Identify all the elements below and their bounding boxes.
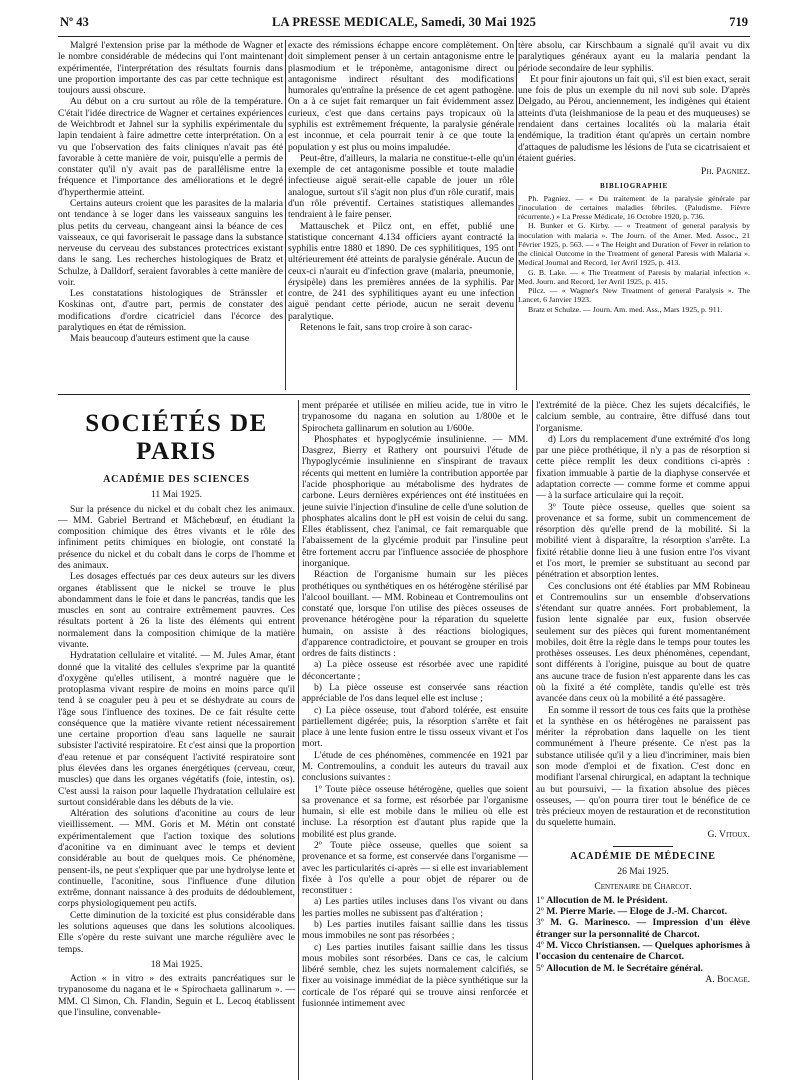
- session-subheading: Centenaire de Charcot.: [594, 880, 692, 892]
- article-signature: Ph. Pagniez.: [701, 166, 750, 178]
- paragraph: Sur la présence du nickel et du cobalt chez les animaux. — MM. Gabriel Bertrand et Mâchebœuf, en étudiant la composition chimique des êtres vivants et le rôle des infiniment petits chimiques en biologie, ont constaté la présence du nickel et du cobalt dans le corps de l'homme et des animaux.: [58, 503, 295, 571]
- bibliography-title: BIBLIOGRAPHIE: [600, 182, 668, 191]
- agenda-number: 3º: [536, 917, 544, 929]
- paragraph: d) Lors du remplacement d'une extrémité d'os long par une pièce prothétique, il n'y a pas de résorption si cette pièce remplit les deux conditions ci-après : fixation immuable à partie de la diaphyse conservée et adaptation correcte — comme forme et comme appui — à la surface articulaire qui la reçoit.: [536, 433, 750, 502]
- academy-heading: ACADÉMIE DES SCIENCES: [103, 474, 250, 485]
- agenda-item: [536, 940, 750, 963]
- paragraph: l'extrémité de la pièce. Chez les sujets décalcifiés, le calcium semble, au contraire, être diffusé dans tout l'organisme.: [536, 400, 750, 434]
- paragraph: a) Les parties utiles incluses dans l'os vivant ou dans les parties molles ne subissent pas d'altération ;: [302, 896, 528, 919]
- paragraph: Altération des solutions d'aconitine au cours de leur vieillissement. — MM. Goris et M. Métin ont constaté expérimentalement que l'action toxique des solutions d'aconitine va en diminuant avec le temps et devient considérable au bout de quelques mois. Ce phénomène, pensent-ils, ne peut s'expliquer que par une hydrolyse lente et continuelle, l'aconitine, sous l'influence d'une dilution extrême, donnant naissance à des produits de dédoublement, corps physiologiquement peu actifs.: [58, 808, 295, 910]
- agenda-item: [536, 895, 750, 906]
- paragraph: 2º Toute pièce osseuse, quelles que soient sa provenance et sa forme, est conservée dans l'organisme — avec les particularités ci-après — si elle est invariablement fixée à l'os qu'elle a pour objet de réparer ou de reconstituer :: [302, 839, 528, 897]
- academy-heading: ACADÉMIE DE MÉDECINE: [570, 850, 716, 862]
- paragraph: Malgré l'extension prise par la méthode de Wagner et le nombre considérable de médecins qui l'ont maintenant expérimentée, l'interprétation des résultats fournis dans une proportion importante des cas par cette technique est toujours aussi obscure.: [58, 40, 283, 97]
- paragraph: Et pour finir ajoutons un fait qui, s'il est bien exact, serait une fois de plus un exemple du nil novi sub sole. D'après Delgado, au Pérou, anciennement, les indigènes qui étaient atteints d'uta (leishmaniose de la peau et des muqueuses) se rendaient dans certaines localités où la malaria était endémique, la tradition étant qu'après un certain nombre d'attaques de paludisme les lésions de l'uta se cicatrisaient et étaient guéries.: [518, 73, 750, 164]
- agenda-text: Allocution de M. le Président.: [546, 894, 668, 906]
- bibliography-entry: G. B. Lake. — « The Treatment of Paresis by malarial infection ». Med. Journ. and Record, 1er Avril 1925, p. 415.: [518, 267, 750, 286]
- agenda-text: M. Vicco Christiansen. — Quelques aphorismes à l'occasion du centenaire de Charcot.: [536, 939, 750, 963]
- article-column-1: [58, 40, 283, 390]
- bibliography-entry: H. Bunker et G. Kirby. — « Treatment of general paralysis by inoculation with malaria ». The Journ. of the Amer. Med. Assoc., 21 Février 1925, p. 563. — « The Height and Duration of Fever in relation to the clinical Outcome in the Treatment of general Paresis with Malaria ». Medical Journal and Record, 1er Avril 1925, p. 413.: [518, 221, 750, 268]
- paragraph: exacte des rémissions échappe encore complètement. On doit simplement penser à un certain antagonisme entre le plasmodium et le tréponème, antagonisme direct ou antagonisme indirect résultant des modifications humorales qu'entraîne la présence de cet agent pathogène. On a à ce sujet fait remarquer un fait évidemment assez curieux, c'est que dans certains pays tropicaux où la syphilis est extrêmement fréquente, la paralysie générale est inconnue, et cela pourrait tenir à ce que toute la population y est plus ou moins impaludée.: [288, 40, 514, 153]
- session-date: 18 Mai 1925.: [150, 958, 203, 970]
- paragraph: tère absolu, car Kirschbaum a signalé qu'il avait vu dix paralytiques généraux ayant eu la malaria pendant la période secondaire de leur syphilis.: [518, 40, 750, 74]
- issue-number: Nº 43: [60, 15, 89, 29]
- agenda-number: 4º: [536, 939, 544, 951]
- agenda-item: [536, 917, 750, 940]
- paragraph: b) La pièce osseuse est conservée sans réaction appréciable de l'os dans lequel elle est incluse ;: [302, 682, 528, 705]
- report-signature: G. Vitoux.: [707, 828, 750, 840]
- agenda-text: M. G. Marinesco. — Impression d'un élève étranger sur la personnalité de Charcot.: [536, 917, 750, 940]
- paragraph: c) Les parties inutiles faisant saillie dans les tissus mous mobiles sont résorbées. Dans ce cas, le calcium libéré semble, chez les sujets normalement calcifiés, se fixer au voisinage immédiat de la pièce synthétique sur la corticale de l'os réparé qui se trouve ainsi renforcée et fusionnée intimement avec: [302, 941, 528, 1009]
- paragraph: c) La pièce osseuse, tout d'abord tolérée, est ensuite partiellement digérée; puis, la résorption s'arrête et fait place à une lente fusion entre le tissu osseux vivant et l'os mort.: [302, 704, 528, 750]
- paragraph: b) Les parties inutiles faisant saillie dans les tissus mous immobiles ne sont pas résorbées ;: [302, 918, 528, 942]
- paragraph: ment préparée et utilisée en milieu acide, tue in vitro le trypanosome du nagana en solution au 1/800e et le Spirocheta gallinarum en solution au 1/600e.: [302, 400, 528, 434]
- paragraph: Hydratation cellulaire et vitalité. — M. Jules Amar, étant donné que la vitalité des cellules s'exprime par la quantité d'oxygène qu'elles utilisent, a montré naguère que le protoplasma vivant respire de moins en moins parce qu'il tend à se coaguler peu à peu et se déshydrate au cours de l'âge sous l'influence des toxines. De ce fait résulte cette conséquence que la matière vivante retient nécessairement une certaine proportion d'eau sans laquelle ne saurait subsister l'activité respiratoire. Et c'est ainsi que la proportion d'eau retenue et par conséquent l'activité respiratoire sont plus élevées dans les organes énergétiques (cerveau, cœur, muscles) que dans les organes végétatifs (foie, intestin, os). C'est aussi la raison pour laquelle l'hydratation cellulaire est surtout considérable dans les débuts de la vie.: [58, 650, 295, 808]
- column-divider: [532, 400, 533, 1080]
- paragraph: Réaction de l'organisme humain sur les pièces prothétiques ou synthétiques en os hétérogène stérilisé par l'alcool bouillant. — MM. Robineau et Contremoulins ont constaté que, lorsque l'on utilise des pièces osseuses de provenance hétérogène pour la réparation du squelette humain, on assiste à des réactions biologiques, d'apparence contradictoire, et pouvant se grouper en trois ordres de faits distincts :: [302, 569, 528, 660]
- journal-title: LA PRESSE MEDICALE, Samedi, 30 Mai 1925: [271, 15, 537, 29]
- bibliography-entry: Ph. Pagniez. — « Du traitement de la paralysie générale par l'inoculation de certaines maladies fébriles. (Paludisme. Fièvre récurrente.) » La Presse Médicale, 16 Octobre 1920, p. 736.: [518, 193, 750, 222]
- paragraph: Les constatations histologiques de Stränssler et Koskinas ont, d'autre part, permis de constater des modifications d'ordre cicatriciel dans l'écorce des paralytiques en état de rémission.: [58, 288, 283, 334]
- paragraph: Phosphates et hypoglycémie insulinienne. — MM. Dasgrez, Bierry et Rathery ont poursuivi l'étude de l'hypoglycémie insulinienne en s'inspirant de travaux récents qui mettent en lumière la contribution apportée par l'acide phosphorique au métabolisme des hydrates de carbone. Leurs dernières expériences ont été instituées en jeune suivie l'injection d'insuline de celle d'une solution de phosphates alcalins dont le pH est voisin de celui du sang. Elles établissent, chez l'animal, ce fait remarquable que l'abaissement de la glycémie produit par l'insuline peut être fortement accru par l'influence associée de phosphore inorganique.: [302, 433, 528, 569]
- section-divider: [58, 394, 750, 395]
- article-column-3: [518, 40, 750, 390]
- session-date: 11 Mai 1925.: [150, 489, 203, 501]
- agenda-list: [536, 895, 750, 974]
- paragraph: Mattauschek et Pilcz ont, en effet, publié une statistique concernant 4.134 officiers ayant contracté la syphilis entre 1880 et 1890. De ces syphilitiques, 195 ont ultérieurement été atteints de paralysie générale. Aucun de ceux-ci n'aurait eu d'infection grave (malaria, pneumonie, érysipèle) dans les premières années de la syphilis. Par contre, de 241 des syphilitiques ayant eu une infection aiguë pendant cette période, aucun ne serait devenu paralytique.: [288, 220, 514, 322]
- paragraph: a) La pièce osseuse est résorbée avec une rapidité déconcertante ;: [302, 659, 528, 682]
- report-signature: A. Bocage.: [705, 973, 750, 985]
- paragraph: Au début on a cru surtout au rôle de la température. C'était l'idée directrice de Wagner et certaines expériences de Weichbrodt et Jahnel sur la syphilis expérimentale du lapin tendaient à faire admettre cette interprétation. On a vu que l'observation des faits cliniques n'avait pas été favorable à cette manière de voir, puisqu'elle a permis de constater qu'il n'y avait pas de parallélisme entre la fréquence et l'importance des améliorations et le degré d'hyperthermie atteint.: [58, 96, 283, 198]
- agenda-text: M. Pierre Marie. — Eloge de J.-M. Charcot.: [546, 906, 727, 918]
- paragraph: Cette diminution de la toxicité est plus considérable dans les solutions aqueuses que dans les solutions alcooliques. Elle s'opère du reste suivant une marche régulière avec le temps.: [58, 909, 295, 955]
- column-divider: [298, 400, 299, 1080]
- section-title: SOCIÉTÉS DE PARIS: [85, 410, 268, 465]
- column-divider: [285, 40, 286, 390]
- paragraph: Action « in vitro » des extraits pancréatiques sur le trypanosome du nagana et le « Spirochaeta gallinarum ». — MM. Cl Simon, Ch. Flandin, Seguin et L. Lecoq établissent que l'insuline, convenable-: [58, 973, 295, 1018]
- short-divider: [613, 846, 673, 847]
- paragraph: Ces conclusions ont été établies par MM Robineau et Contremoulins sur un ensemble d'observations s'étendant sur quatre années. Fort probablement, la fusion lente signalée par eux, fusion observée seulement sur des pièces qui furent momentanément mobiles, doit être la règle dans le temps pour toutes les prothèses osseuses. Les deux phénomènes, cependant, sont différents à l'origine, puisque au bout de quatre ans aucune trace de fusion n'est apparente dans les cas où la fixité a été complète, tandis qu'elle est très avancée dans ceux où la mobilité a été passagère.: [536, 580, 750, 705]
- session-date: 26 Mai 1925.: [617, 866, 669, 878]
- bibliography-entry: Pilcz. — « Wagner's New Treatment of general Paralysis ». The Lancet, 6 Janvier 1923.: [518, 286, 750, 305]
- societes-column-2: [302, 400, 528, 1080]
- paragraph: En somme il ressort de tous ces faits que la prothèse et la synthèse en os hétérogènes ne paraissent pas mériter la réprobation dans laquelle on les tient communément à l'heure présente. Ce n'est pas la substance utilisée qu'il y a lieu d'incriminer, mais bien son mode d'emploi et de fixation. C'est donc en modifiant l'arsenal chirurgical, en adaptant la technique au but poursuivi, — la fixation absolue des pièces osseuses, — qu'on pourra tirer tout le bénéfice de ce très précieux moyen de restauration et de reconstitution du squelette humain.: [536, 704, 750, 829]
- paragraph: Retenons le fait, sans trop croire à son carac-: [300, 322, 473, 334]
- agenda-number: 2º: [536, 906, 544, 918]
- agenda-item: [536, 963, 750, 974]
- page-header: [58, 6, 750, 37]
- paragraph: Peut-être, d'ailleurs, la malaria ne constitue-t-elle qu'un exemple de cet antagonisme possible et toute maladie infectieuse aiguë serait-elle capable de jouer un rôle analogue, surtout s'il s'agit non plus d'un rôle curatif, mais d'un rôle préventif. Certaines statistiques allemandes tendraient à le faire penser.: [288, 152, 514, 221]
- paragraph: 3º Toute pièce osseuse, quelles que soient sa provenance et sa forme, subit un commencement de résorption dès qu'elle prend de la mobilité. Si la mobilité vient à disparaître, la résorption s'arrête. La fixité rétablie donne lieu à une fusion entre l'os vivant et l'os mort, le premier se substituant au second par pénétration et absorption lentes.: [536, 501, 750, 581]
- column-divider: [516, 40, 517, 390]
- agenda-number: 5º: [536, 962, 544, 974]
- agenda-number: 1º: [536, 894, 544, 906]
- bibliography-entry: Bratz et Schulze. — Journ. Am. med. Ass., Mars 1925, p. 911.: [528, 304, 723, 314]
- bibliography: [518, 182, 750, 314]
- paragraph: 1º Toute pièce osseuse hétérogène, quelles que soient sa provenance et sa forme, est résorbée par l'organisme humain, si elle est mobile dans le milieu où elle est incluse. La résorption est d'autant plus rapide que la mobilité est plus grande.: [302, 783, 528, 840]
- article-column-2: [288, 40, 514, 390]
- agenda-item: [536, 906, 750, 917]
- paragraph: Mais beaucoup d'auteurs estiment que la cause: [70, 333, 250, 345]
- agenda-text: Allocution de M. le Secrétaire général.: [546, 962, 703, 974]
- page-number: 719: [729, 15, 748, 29]
- paragraph: Certains auteurs croient que les parasites de la malaria ont tendance à se loger dans les vaisseaux sanguins les plus petits du cerveau, changeant ainsi la béance de ces vaisseaux, ce qui favoriserait le passage dans la substance nerveuse du cerveau des substances protectrices existant dans le sang. Les recherches histologiques de Bratz et Schulze, à Dalldorf, seraient favorables à cette manière de voir.: [58, 197, 283, 288]
- societes-column-3: [536, 400, 750, 1080]
- paragraph: L'étude de ces phénomènes, commencée en 1921 par M. Contremoulins, a conduit les auteurs du travail aux conclusions suivantes :: [302, 749, 528, 784]
- societes-column-1: [58, 400, 295, 1080]
- paragraph: Les dosages effectués par ces deux auteurs sur les divers organes établissent que le nickel se trouve le plus abondamment dans le foie et dans le pancréas, tandis que les muscles en sont au contraire extrêmement pauvres. Ces résultats portent à 26 la liste des éléments qui entrent normalement dans la composition chimique de la matière vivante.: [58, 571, 295, 650]
